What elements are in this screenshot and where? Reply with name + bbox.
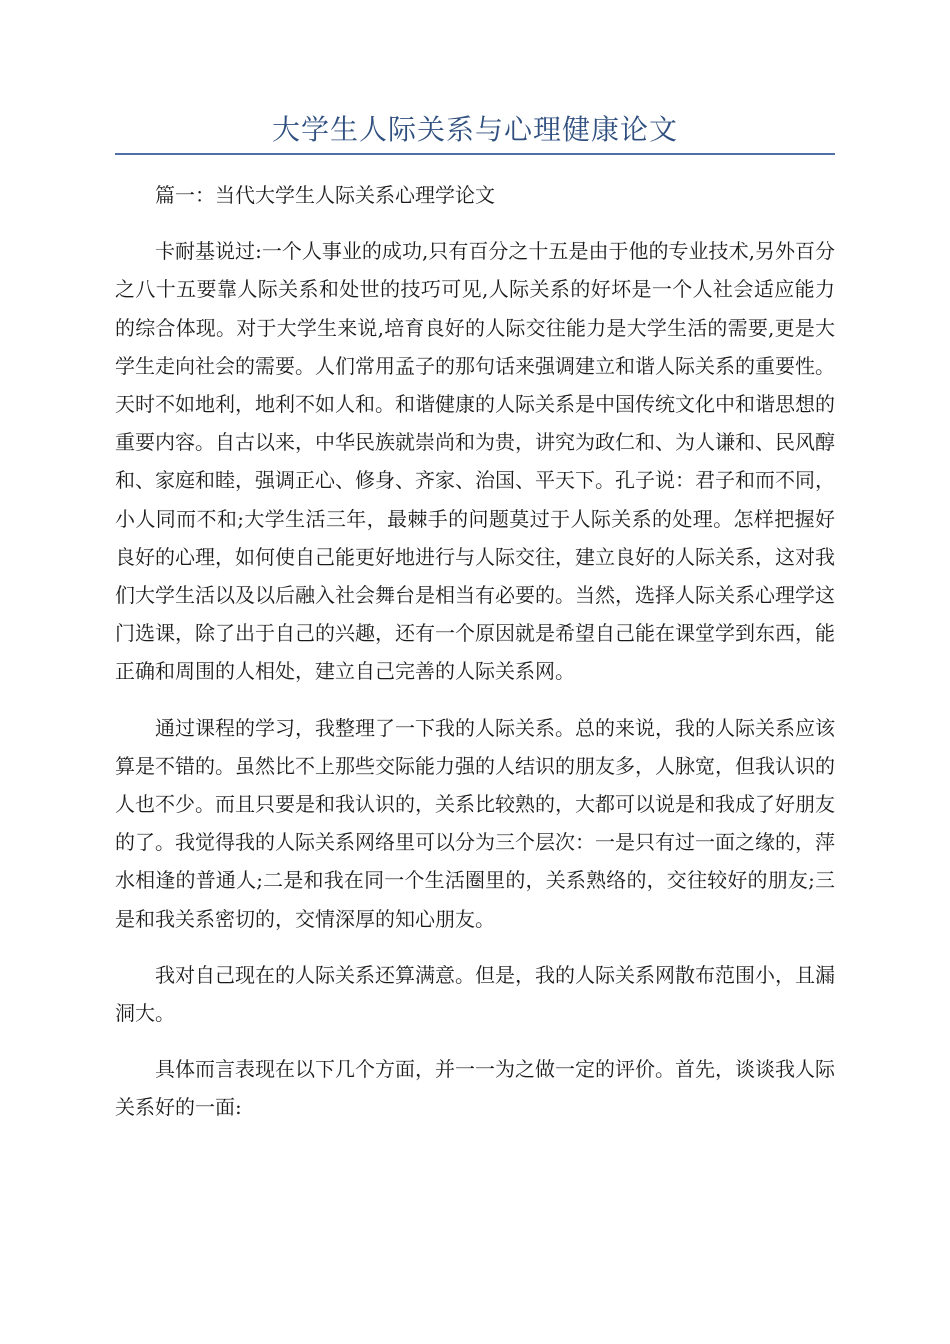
document-body (115, 176, 835, 1145)
document-title: 大学生人际关系与心理健康论文 (271, 113, 678, 146)
section-heading: 篇一：当代大学生人际关系心理学论文 (155, 183, 495, 207)
paragraph-4: 具体而言表现在以下几个方面，并一一为之做一定的评价。首先，谈谈我人际关系好的一面: (115, 1057, 835, 1120)
paragraph-3: 我对自己现在的人际关系还算满意。但是，我的人际关系网散布范围小，且漏洞大。 (115, 962, 835, 1026)
paragraph-2: 通过课程的学习，我整理了一下我的人际关系。总的来说，我的人际关系应该算是不错的。虽然比不上那些交际能力强的人结识的朋友多，人脉宽，但我认识的人也不少。而且只要是和我认识的，关系比较熟的，大都可以说是和我成了好朋友的了。我觉得我的人际关系网络里可以分为三个层次：一是只有过一面之缘的，萍水相逢的普通人;二是和我在同一个生活圈里的，关系熟络的，交往较好的朋友;三是和我关系密切的，交情深厚的知心朋友。 (115, 715, 835, 931)
paragraph-1: 卡耐基说过:一个人事业的成功,只有百分之十五是由于他的专业技术,另外百分之八十五要靠人际关系和处世的技巧可见,人际关系的好坏是一个人社会适应能力的综合体现。对于大学生来说,培育良好的人际交往能力是大学生活的需要,更是大学生走向社会的需要。人们常用孟子的那句话来强调建立和谐人际关系的重要性。天时不如地利，地利不如人和。和谐健康的人际关系是中国传统文化中和谐思想的重要内容。自古以来，中华民族就崇尚和为贵，讲究为政仁和、为人谦和、民风醇和、家庭和睦，强调正心、修身、齐家、治国、平天下。孔子说：君子和而不同，小人同而不和;大学生活三年，最棘手的问题莫过于人际关系的处理。怎样把握好良好的心理，如何使自己能更好地进行与人际交往，建立良好的人际关系，这对我们大学生活以及以后融入社会舞台是相当有必要的。当然，选择人际关系心理学这门选课，除了出于自己的兴趣，还有一个原因就是希望自己能在课堂学到东西，能正确和周围的人相处，建立自己完善的人际关系网。 (115, 239, 835, 684)
title-divider (115, 153, 835, 155)
